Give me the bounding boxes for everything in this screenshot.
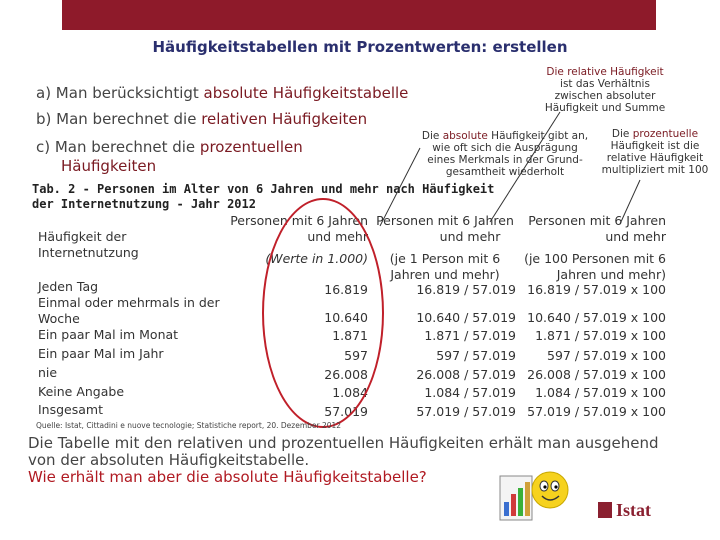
note-absolute-line: Die absolute Häufigkeit gibt an, (421, 130, 589, 142)
istat-logo (598, 500, 651, 521)
table-caption-line: der Internetnutzung - Jahr 2012 (32, 197, 256, 211)
value-relative: 26.008 / 57.019 (416, 367, 516, 382)
row-label-line: Jeden Tag (38, 279, 99, 294)
value-percent: 16.819 / 57.019 x 100 (527, 282, 666, 297)
col-header-sub: (Werte in 1.000) (265, 251, 368, 266)
step-c-text: c) Man berechnet die (36, 138, 200, 156)
step-b-text: b) Man berechnet die (36, 110, 202, 128)
col-header-sub: (je 100 Personen mit 6 (524, 251, 666, 266)
arrow-absolute (380, 148, 420, 226)
row-label: nie (38, 365, 58, 380)
value-absolute: 597 (344, 348, 368, 363)
col-header-line: und mehr (439, 229, 501, 244)
value-absolute: 16.819 (324, 282, 368, 297)
value-percent: 10.640 / 57.019 x 100 (527, 310, 666, 325)
value-relative: 10.640 / 57.019 (416, 310, 516, 325)
step-a-text: a) Man berücksichtigt (36, 84, 204, 102)
closing-line: von der absoluten Häufigkeitstabelle. (28, 451, 310, 469)
step-c-highlight: prozentuellen (199, 138, 303, 156)
value-absolute: 1.084 (332, 385, 368, 400)
value-absolute: 1.871 (332, 328, 368, 343)
value-percent: 597 / 57.019 x 100 (547, 348, 666, 363)
slide-title: Häufigkeitstabellen mit Prozentwerten: erstellen (152, 38, 568, 56)
note-prozentuelle-line: Häufigkeit ist die (610, 140, 700, 152)
closing-question: Wie erhält man aber die absolute Häufigkeitstabelle? (28, 468, 427, 486)
source-note: Quelle: Istat, Cittadini e nuove tecnologie; Statistiche report, 20. Dezember 2012 (36, 421, 342, 430)
row-label: Keine Angabe (38, 384, 125, 399)
istat-logo-mark (598, 502, 612, 518)
note-relative-line: ist das Verhältnis (560, 78, 650, 90)
value-percent: 57.019 / 57.019 x 100 (527, 404, 666, 419)
value-relative: 1.871 / 57.019 (424, 328, 516, 343)
value-percent: 1.871 / 57.019 x 100 (535, 328, 666, 343)
value-relative: 597 / 57.019 (436, 348, 516, 363)
note-relative-title: Die relative Häufigkeit (546, 66, 664, 78)
value-relative: 57.019 / 57.019 (416, 404, 516, 419)
value-absolute: 10.640 (324, 310, 368, 325)
row-label: Insgesamt (38, 402, 103, 417)
value-percent: 1.084 / 57.019 x 100 (535, 385, 666, 400)
note-highlight-word: absolute (442, 130, 488, 142)
row-label: Ein paar Mal im Monat (38, 327, 179, 342)
col-header-line: und mehr (307, 229, 368, 244)
arrow-relative (490, 112, 560, 222)
note-relative-line: Häufigkeit und Summe (544, 102, 666, 114)
row-label-line: Einmal oder mehrmals in der (38, 295, 220, 310)
arrow-prozentuelle (620, 180, 640, 224)
istat-logo-text: Istat (616, 500, 651, 520)
value-absolute: 57.019 (324, 404, 368, 419)
value-percent: 26.008 / 57.019 x 100 (527, 367, 666, 382)
col-header-sub: Jahren und mehr) (390, 267, 500, 282)
value-relative: 16.819 / 57.019 (416, 282, 516, 297)
value-absolute: 26.008 (324, 367, 368, 382)
col-header-line: und mehr (605, 229, 666, 244)
closing-line: Die Tabelle mit den relativen und prozentuellen Häufigkeiten erhält man ausgehend (28, 434, 659, 452)
note-prozentuelle-line: Die prozentuelle (611, 128, 699, 140)
table-caption-line: Tab. 2 - Personen im Alter von 6 Jahren und mehr nach Häufigkeit (32, 182, 495, 196)
value-relative: 1.084 / 57.019 (424, 385, 516, 400)
note-prozentuelle-line: relative Häufigkeit (606, 152, 704, 164)
note-absolute-line: eines Merkmals in der Grund- (427, 154, 583, 166)
col-header-line: Personen mit 6 Jahren (528, 213, 666, 228)
smiley-chart-icon (498, 462, 578, 528)
note-relative-line: zwischen absoluter (554, 90, 656, 102)
row-label-line: Woche (38, 311, 80, 326)
row-label: Ein paar Mal im Jahr (38, 346, 164, 361)
col-header-sub: (je 1 Person mit 6 (389, 251, 501, 266)
note-absolute-line: gesamtheit wiederholt (445, 166, 565, 178)
row-header-line: Häufigkeit der (38, 229, 127, 244)
col-header-sub: Jahren und mehr) (556, 267, 666, 282)
step-b-highlight: relativen Häufigkeiten (201, 110, 368, 128)
note-highlight-word: prozentuelle (632, 128, 699, 140)
step-c-suffix: Häufigkeiten (61, 157, 157, 175)
col-header-line: Personen mit 6 Jahren (376, 213, 514, 228)
col-header-line: Personen mit 6 Jahren (230, 213, 368, 228)
note-absolute-line: wie oft sich die Ausprägung (432, 142, 578, 154)
row-header-line: Internetnutzung (38, 245, 139, 260)
step-a-highlight: absolute Häufigkeitstabelle (203, 84, 409, 102)
note-prozentuelle-line: multipliziert mit 100 (601, 164, 709, 176)
